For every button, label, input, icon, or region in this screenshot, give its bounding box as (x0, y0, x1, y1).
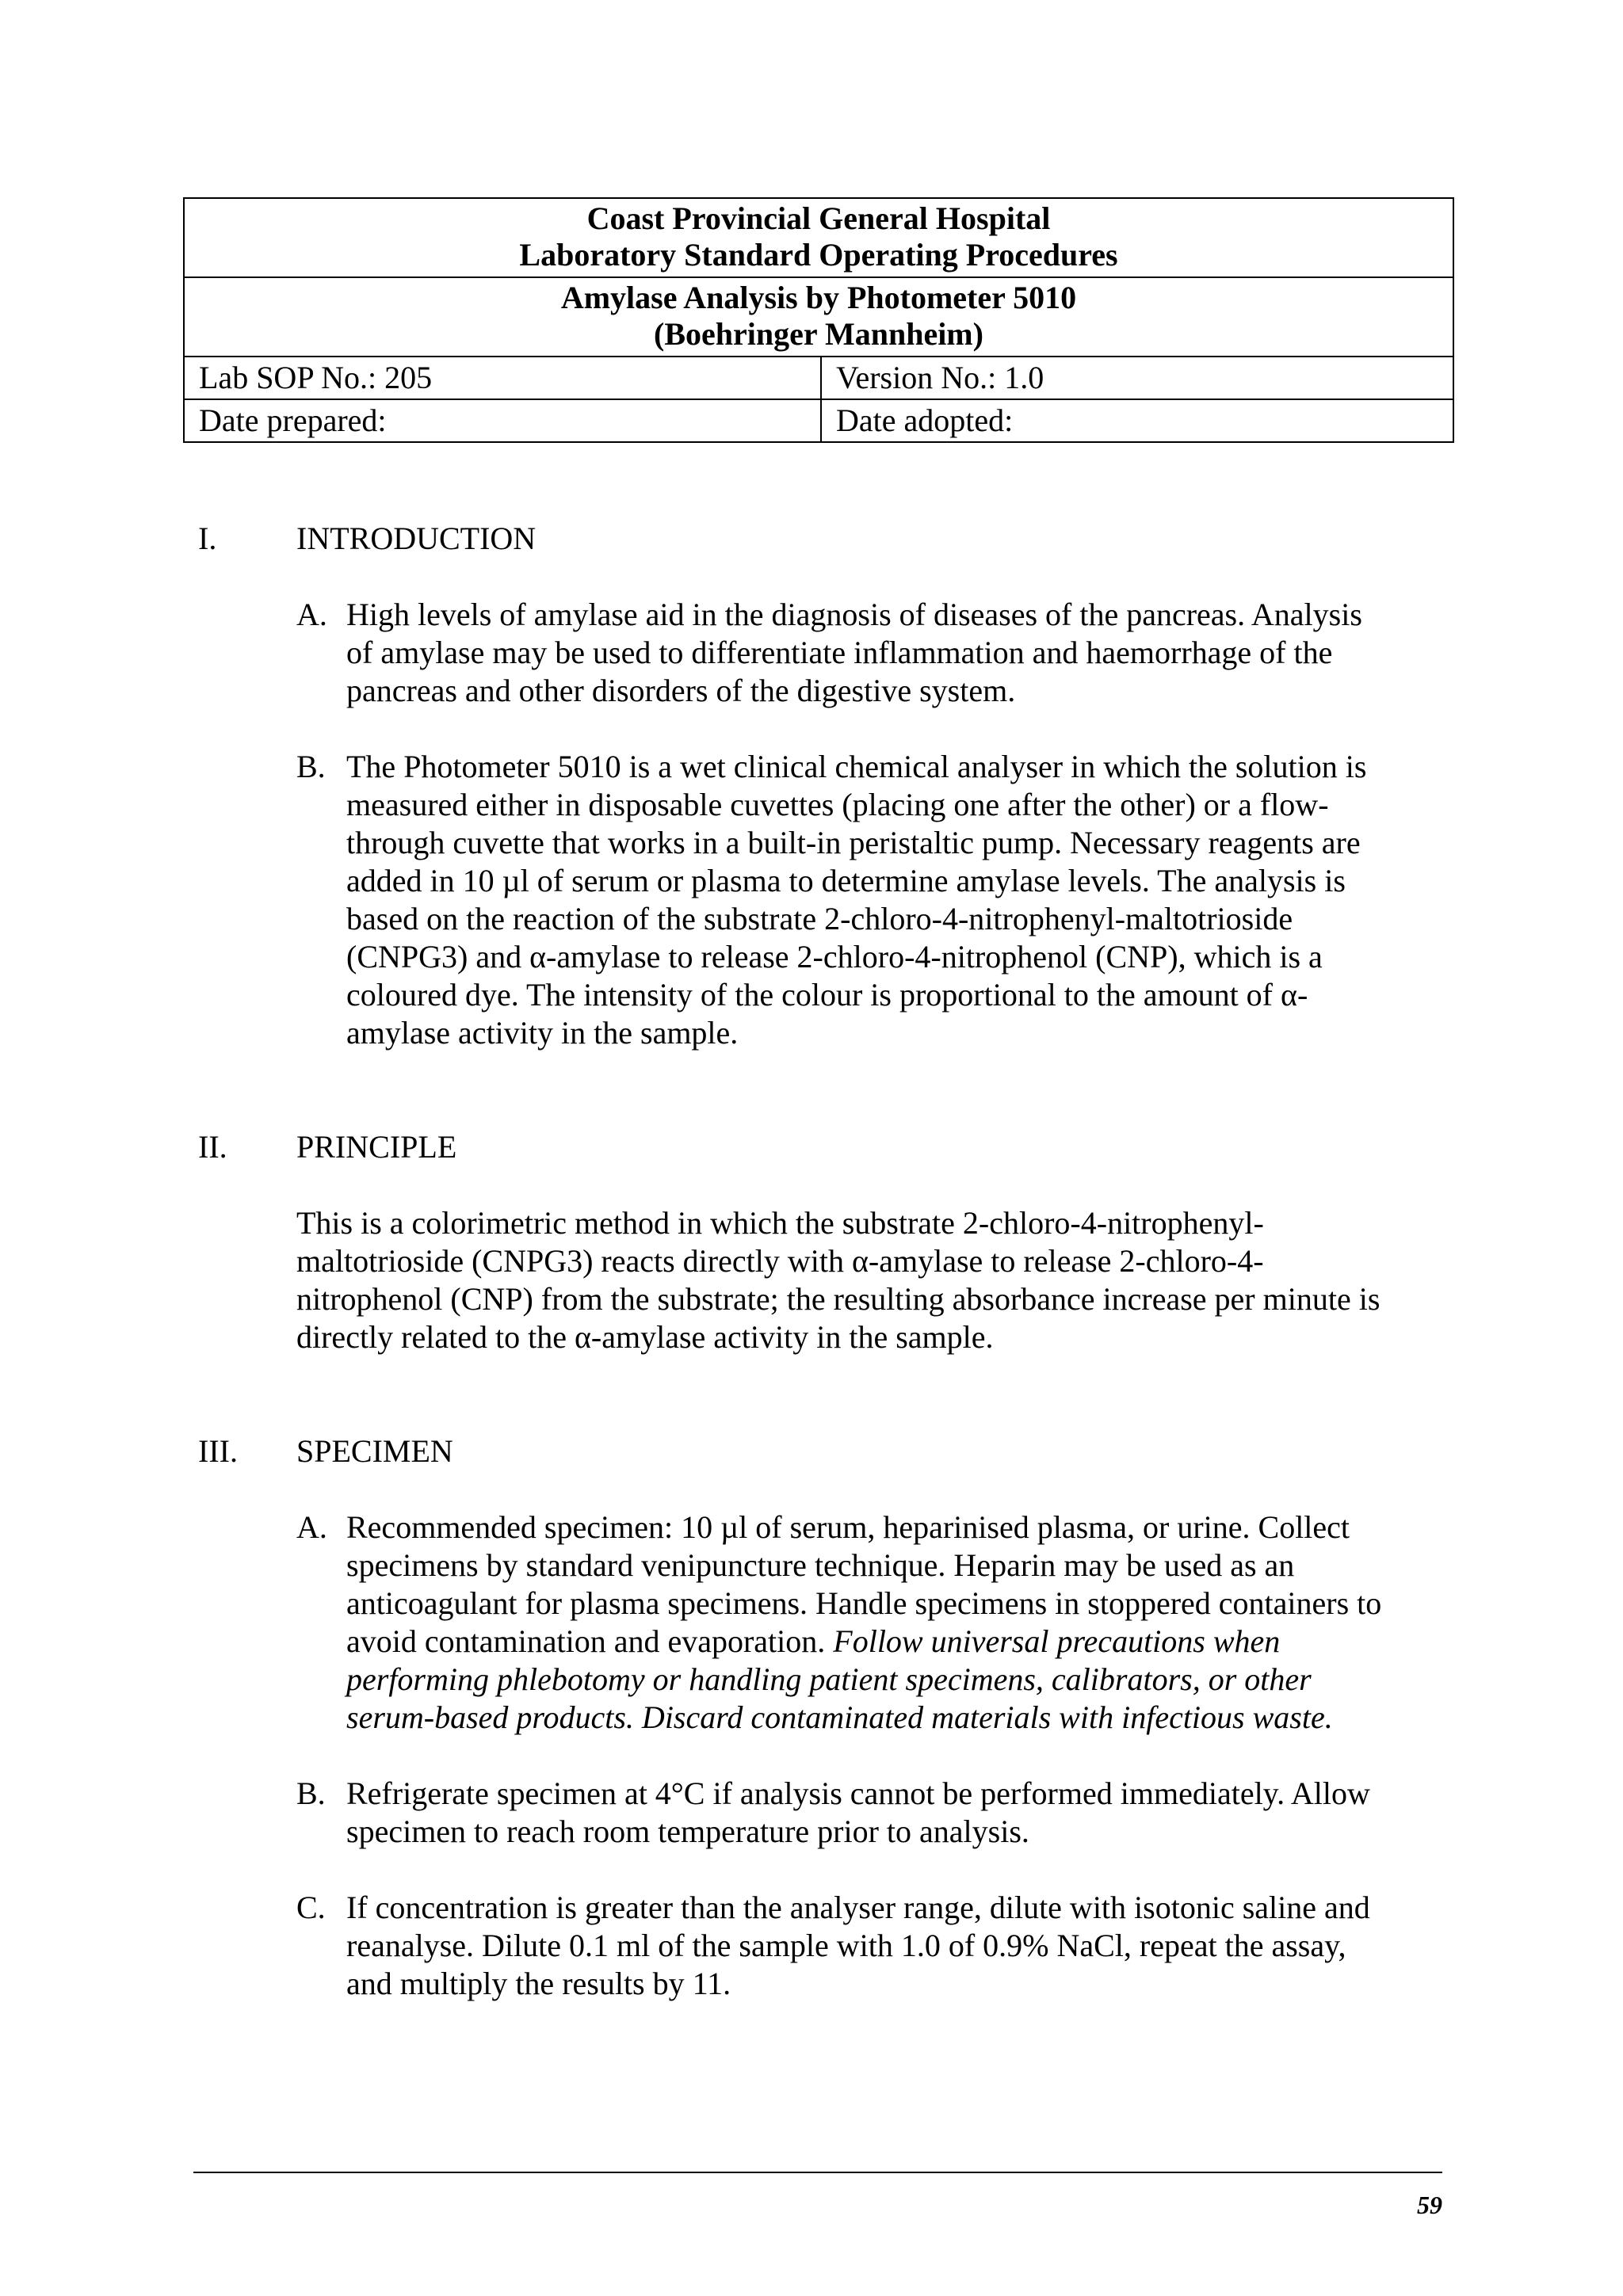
item-label: B. (296, 1775, 326, 1811)
item-label: B. (296, 749, 326, 784)
text-plain: avoid contamination and evaporation. (346, 1623, 834, 1659)
page-number: 59 (1417, 2191, 1442, 2219)
text-line: measured either in disposable cuvettes (placing one after the other) or a flow- (346, 787, 1329, 822)
introduction-item-a (296, 596, 1469, 710)
text-line: directly related to the α-amylase activity in the sample. (296, 1319, 994, 1355)
text-line: High levels of amylase aid in the diagnosis of diseases of the pancreas. Analysis (346, 597, 1362, 632)
text-line: through cuvette that works in a built-in peristaltic pump. Necessary reagents are (346, 825, 1361, 860)
text-line: Refrigerate specimen at 4°C if analysis cannot be performed immediately. Allow (346, 1775, 1370, 1811)
item-label: A. (296, 597, 327, 632)
footer-rule (193, 2172, 1442, 2173)
text-line: of amylase may be used to differentiate inflammation and haemorrhage of the (346, 635, 1333, 670)
document-title: Amylase Analysis by Photometer 5010 (560, 280, 1077, 315)
document-subtitle: (Boehringer Mannheim) (654, 316, 983, 352)
text-line: coloured dye. The intensity of the colour is proportional to the amount of α- (346, 977, 1308, 1013)
text-line: reanalyse. Dilute 0.1 ml of the sample with 1.0 of 0.9% NaCl, repeat the assay, (346, 1928, 1346, 1963)
specimen-item-c (296, 1889, 1469, 2003)
header-title-cell (184, 277, 1453, 357)
section-title: INTRODUCTION (296, 521, 537, 556)
text-line: maltotrioside (CNPG3) reacts directly with α-amylase to release 2-chloro-4- (296, 1243, 1264, 1279)
hospital-name: Coast Provincial General Hospital (586, 200, 1051, 236)
text-line: The Photometer 5010 is a wet clinical chemical analyser in which the solution is (346, 749, 1367, 784)
text-line: amylase activity in the sample. (346, 1015, 739, 1051)
text-line: pancreas and other disorders of the digestive system. (346, 673, 1016, 708)
specimen-item-a (296, 1508, 1469, 1737)
section-number: II. (198, 1129, 227, 1165)
text-line: specimen to reach room temperature prior to analysis. (346, 1814, 1029, 1849)
text-line: added in 10 µl of serum or plasma to determine amylase levels. The analysis is (346, 863, 1346, 898)
section-number: III. (198, 1433, 238, 1469)
principle-paragraph (296, 1204, 1438, 1356)
text-line: anticoagulant for plasma specimens. Handle specimens in stoppered containers to (346, 1585, 1382, 1621)
sop-number: Lab SOP No.: 205 (184, 357, 821, 399)
precaution-italic-text: Follow universal precautions when (833, 1623, 1281, 1659)
item-label: C. (296, 1890, 326, 1925)
date-prepared: Date prepared: (184, 399, 821, 442)
section-number: I. (198, 521, 217, 556)
precaution-line: performing phlebotomy or handling patient specimens, calibrators, or other (346, 1661, 1312, 1697)
text-line: If concentration is greater than the analyser range, dilute with isotonic saline and (346, 1890, 1370, 1925)
text-line: (CNPG3) and α-amylase to release 2-chloro-4-nitrophenol (CNP), which is a (346, 939, 1323, 974)
section-title: SPECIMEN (296, 1433, 453, 1469)
item-label: A. (296, 1509, 327, 1545)
text-line: nitrophenol (CNP) from the substrate; the resulting absorbance increase per minute is (296, 1281, 1381, 1317)
text-line: based on the reaction of the substrate 2-chloro-4-nitrophenyl-maltotrioside (346, 901, 1293, 936)
date-adopted: Date adopted: (821, 399, 1453, 442)
introduction-item-b (296, 748, 1469, 1052)
manual-name: Laboratory Standard Operating Procedures (519, 237, 1118, 273)
section-title: PRINCIPLE (296, 1129, 457, 1165)
specimen-item-b (296, 1775, 1469, 1851)
sop-header-table (183, 197, 1454, 443)
text-line: and multiply the results by 11. (346, 1966, 731, 2001)
text-line: Recommended specimen: 10 µl of serum, heparinised plasma, or urine. Collect (346, 1509, 1350, 1545)
text-line: specimens by standard venipuncture technique. Heparin may be used as an (346, 1547, 1295, 1583)
header-org-cell (184, 198, 1453, 277)
text-line (346, 1623, 1469, 1661)
precaution-line: serum-based products. Discard contaminated materials with infectious waste. (346, 1699, 1333, 1735)
version-number: Version No.: 1.0 (821, 357, 1453, 399)
text-line: This is a colorimetric method in which the substrate 2-chloro-4-nitrophenyl- (296, 1205, 1264, 1241)
